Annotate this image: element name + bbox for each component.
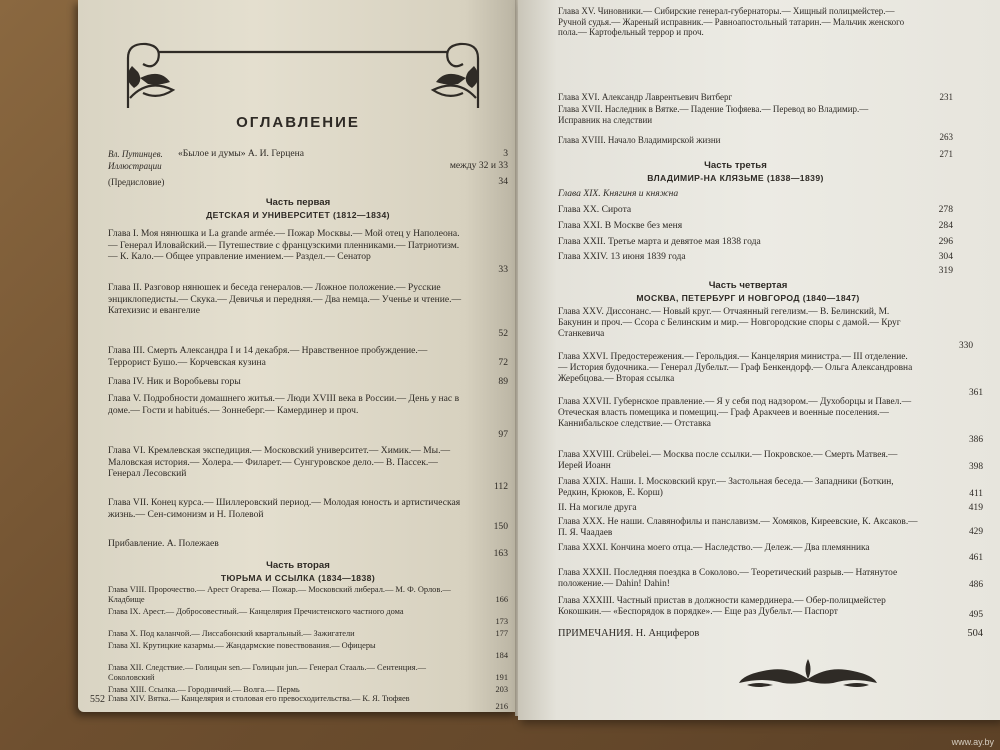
toc-entry: Глава VII. Конец курса.— Шиллеровский период.— Молодая юность и артистическая жизнь.— Сен-симонизм и Н. Полевой 150 <box>108 497 508 532</box>
toc-entry: Глава XXVIII. Crübelei.— Москва после ссылки.— Покровское.— Смерть Матвея.— Иерей Иоанн 398 <box>558 450 983 472</box>
toc-entry: Глава XXXI. Кончина моего отца.— Наследство.— Дележ.— Два племянника 461 <box>558 543 983 563</box>
watermark: www.ay.by <box>951 737 994 747</box>
toc-entry: Глава VI. Кремлевская экспедиция.— Московский университет.— Химик.— Мы.— Маловская история.— Холера.— Филарет.— Сунгуровское дело.— В. Пассек.— Генерал Лесовский 112 <box>108 445 508 492</box>
toc-entry: Глава XIII. Ссылка.— Городничий.— Волга.— Пермь 203 <box>108 685 508 694</box>
toc-entry: Глава XI. Крутицкие казармы.— Жандармские повествования.— Офицеры 184 <box>108 641 508 660</box>
toc-entry: Глава III. Смерть Александра I и 14 декабря.— Нравственное пробуждение.— Террорист Бушо.— Корчевская кузина 72 <box>108 345 508 368</box>
toc-entry: Глава IX. Арест.— Добросовестный.— Канцелярия Пречистенского частного дома 173 <box>108 607 508 626</box>
toc-entry: Глава XIV. Вятка.— Канцелярия и столовая его превосходительства.— К. Я. Тюфяев 216 <box>108 694 508 711</box>
toc-entry: Глава XXIX. Наши. I. Московский круг.— Застольная беседа.— Западники (Боткин, Редкин, Крюков, Е. Корш) 411 <box>558 477 983 499</box>
toc-entry: Глава X. Под каланчой.— Лиссабонский квартальный.— Зажигатели 177 <box>108 629 508 638</box>
toc-entry: Глава XXX. Не наши. Славянофилы и панславизм.— Хомяков, Киреевские, К. Аксаков.— П. Я. Чаадаев 429 <box>558 517 983 539</box>
ornamental-frame-top <box>118 38 488 108</box>
toc-entry: Глава XII. Следствие.— Голицын sen.— Голицын jun.— Генерал Стааль.— Сентенция.— Соколовский 191 <box>108 663 508 682</box>
toc-entry: Глава XXVI. Предостережения.— Герольдия.— Канцелярия министра.— III отделение.— История будочника.— Генерал Дубельт.— Граф Бенкендорф.— Ольга Александровна Жеребцова.— Вторая ссылка 361 <box>558 352 983 398</box>
toc-entry: Глава VIII. Пророчество.— Арест Огарева.— Пожар.— Московский либерал.— М. Ф. Орлов.— Кладбище 166 <box>108 585 508 604</box>
toc-entry: Прибавление. А. Полежаев 163 <box>108 538 508 559</box>
toc-entry: Глава XXV. Диссонанс.— Новый круг.— Отчаянный гегелизм.— В. Белинский, М. Бакунин и проч.— Ссора с Белинским и мир.— Новгородские споры с дамой.— Круг Станкевича 330 <box>558 307 973 351</box>
toc-entry: Глава II. Разговор нянюшек и беседа генералов.— Ложное положение.— Русские энциклопедисты.— Скука.— Девичья и передняя.— Два немца.— Ученье и чтение.— Катехизис и евангелие 52 <box>108 282 508 339</box>
toc-entry: Глава XVII. Наследник в Вятке.— Падение Тюфяева.— Перевод во Владимир.— Исправник на следствии 263 <box>558 104 953 142</box>
toc-entry: Глава IV. Ник и Воробьевы горы 89 <box>108 376 508 387</box>
toc-entry: Глава I. Моя нянюшка и La grande armée.— Пожар Москвы.— Мой отец у Наполеона.— Генерал Иловайский.— Путешествие с французскими пленниками.— Патриотизм.— К. Кало.— Общее управление имением.— Раздел.— Сенатор 33 <box>108 228 508 275</box>
page-number: 552 <box>90 694 105 705</box>
toc-entry: Глава XVIII. Начало Владимирской жизни 271 <box>558 135 953 159</box>
ornament-bottom <box>733 655 883 691</box>
right-page: Глава XV. Чиновники.— Сибирские генерал-губернаторы.— Хищный полицмейстер.— Ручной судья.— Жареный исправник.— Равноапостольный татарин.— Мальчик женского пола.— Картофельный террор и проч. 231 Глава XVI. Александр Лаврентьевич Витберг Глава XVII. Наследник в Вятке.— Падение Тюфяева.— Перевод во Владимир.— Исправник на следствии 263 Глава XVIII. Начало Владимирской жизни 271 Часть третья ВЛАДИМИР-НА КЛЯЗЬМЕ (1838—1839) Глава XIX. Княгиня и княжна Глава XX. Сирота 278 Глава XXI. В Москве без меня 284 Глава XXII. Третье марта и девятое мая 1838 года 296 Глава XXIV. 13 июня 1839 года 304 319 Часть четвертая МОСКВА, ПЕТЕРБУРГ И НОВГОРОД (1840—1847) Глава XXV. Диссонанс.— Новый круг.— Отчаянный гегелизм.— В. Белинский, М. Бакунин и проч.— Ссора с Белинским и мир.— Новгородские споры с дамой.— Круг Станкевича 330 Глава XXVI. Предостережения.— Герольдия.— Канцелярия министра.— III отделение.— История будочника.— Генерал Дубельт.— Граф Бенкендорф.— Ольга Александровна Жеребцова.— Вторая ссылка 361 Глава XXVII. Губернское правление.— Я у себя под надзором.— Духоборцы и Павел.— Отеческая власть помещика и помещиц.— Граф Аракчеев и военные поселения.— Каннибальское следствие.— Отставка 386 Глава XXVIII. Crübelei.— Москва после ссылки.— Покровское.— Смерть Матвея.— Иерей Иоанн 398 Глава XXIX. Наши. I. Московский круг.— Застольная беседа.— Западники (Боткин, Редкин, Крюков, Е. Корш) 411 II. На могиле друга 419 Глава XXX. Не наши. Славянофилы и панславизм.— Хомяков, Киреевские, К. Аксаков.— П. Я. Чаадаев 429 Глава XXXI. Кончина моего отца.— Наследство.— Дележ.— Два племянника 461 Глава XXXII. Последняя поездка в Соколово.— Теоретический разрыв.— Натянутое положение.— Dahin! Dahin! 486 Глава XXXIII. Частный пристав в должности камердинера.— Обер-полицмейстер Кокошкин.— «Беспорядок в порядке».— Еще раз Дубельт.— Паспорт 495 ПРИМЕЧАНИЯ. Н. Анциферов 504 <box>518 0 1000 720</box>
toc-entry: Глава V. Подробности домашнего житья.— Люди XVIII века в России.— День у нас в доме.— Гости и habitués.— Зоннеберг.— Камердинер и проч. 97 <box>108 393 508 440</box>
toc-entry: Глава XVI. Александр Лаврентьевич Витберг <box>558 92 733 102</box>
left-page: ОГЛАВЛЕНИЕ Вл. Путинцев. «Былое и думы» А. И. Герцена 3 Иллюстрации между 32 и 33 (Предисловие) 34 Часть первая ДЕТСКАЯ И УНИВЕРСИТЕТ (1812—1834) Глава I. Моя нянюшка и La grande armée.— Пожар Москвы.— Мой отец у Наполеона.— Генерал Иловайский.— Путешествие с французскими пленниками.— Патриотизм.— К. Кало.— Общее управление имением.— Раздел.— Сенатор 33 Глава II. Разговор нянюшек и беседа генералов.— Ложное положение.— Русские энциклопедисты.— Скука.— Девичья и передняя.— Два немца.— Ученье и чтение.— Катехизис и евангелие 52 Глава III. Смерть Александра I и 14 декабря.— Нравственное пробуждение.— Террорист Бушо.— Корчевская кузина 72 Глава IV. Ник и Воробьевы горы 89 Глава V. Подробности домашнего житья.— Люди XVIII века в России.— День у нас в доме.— Гости и habitués.— Зоннеберг.— Камердинер и проч. 97 Глава VI. Кремлевская экспедиция.— Московский университет.— Химик.— Мы.— Маловская история.— Холера.— Филарет.— Сунгуровское дело.— В. Пассек.— Генерал Лесовский 112 Глава VII. Конец курса.— Шиллеровский период.— Молодая юность и артистическая жизнь.— Сен-симонизм и Н. Полевой 150 Прибавление. А. Полежаев 163 Часть вторая ТЮРЬМА И ССЫЛКА (1834—1838) Глава VIII. Пророчество.— Арест Огарева.— Пожар.— Московский либерал.— М. Ф. Орлов.— Кладбище 166 Глава IX. Арест.— Добросовестный.— Канцелярия Пречистенского частного дома 173 Глава X. Под каланчой.— Лиссабонский квартальный.— Зажигатели 177 Глава XI. Крутицкие казармы.— Жандармские повествования.— Офицеры 184 Глава XII. Следствие.— Голицын sen.— Голицын jun.— Генерал Стааль.— Сентенция.— Соколовский 191 Глава XIII. Ссылка.— Городничий.— Волга.— Пермь 203 Глава XIV. Вятка.— Канцелярия и столовая его превосходительства.— К. Я. Тюфяев 216 552 <box>78 0 518 712</box>
page-title: ОГЛАВЛЕНИЕ <box>236 114 360 131</box>
part-heading: Часть вторая ТЮРЬМА И ССЫЛКА (1834—1838) <box>220 560 376 583</box>
toc-entry: Глава XXVII. Губернское правление.— Я у себя под надзором.— Духоборцы и Павел.— Отеческая власть помещика и помещиц.— Граф Аракчеев и военные поселения.— Каннибальское следствие.— Отставка 386 <box>558 397 983 445</box>
part-heading: Часть первая ДЕТСКАЯ И УНИВЕРСИТЕТ (1812—1834) <box>206 197 390 220</box>
part-heading: Часть третья ВЛАДИМИР-НА КЛЯЗЬМЕ (1838—1839) <box>647 160 824 183</box>
toc-entry: Глава XXXII. Последняя поездка в Соколово.— Теоретический разрыв.— Натянутое положение.— Dahin! Dahin! 486 <box>558 568 983 590</box>
toc-entry: Глава XV. Чиновники.— Сибирские генерал-губернаторы.— Хищный полицмейстер.— Ручной судья.— Жареный исправник.— Равноапостольный татарин.— Мальчик женского пола.— Картофельный террор и проч. 231 <box>558 6 953 102</box>
toc-entry: Глава XXXIII. Частный пристав в должности камердинера.— Обер-полицмейстер Кокошкин.— «Беспорядок в порядке».— Еще раз Дубельт.— Паспорт 495 <box>558 596 983 620</box>
part-heading: Часть четвертая МОСКВА, ПЕТЕРБУРГ И НОВГОРОД (1840—1847) <box>636 280 860 303</box>
